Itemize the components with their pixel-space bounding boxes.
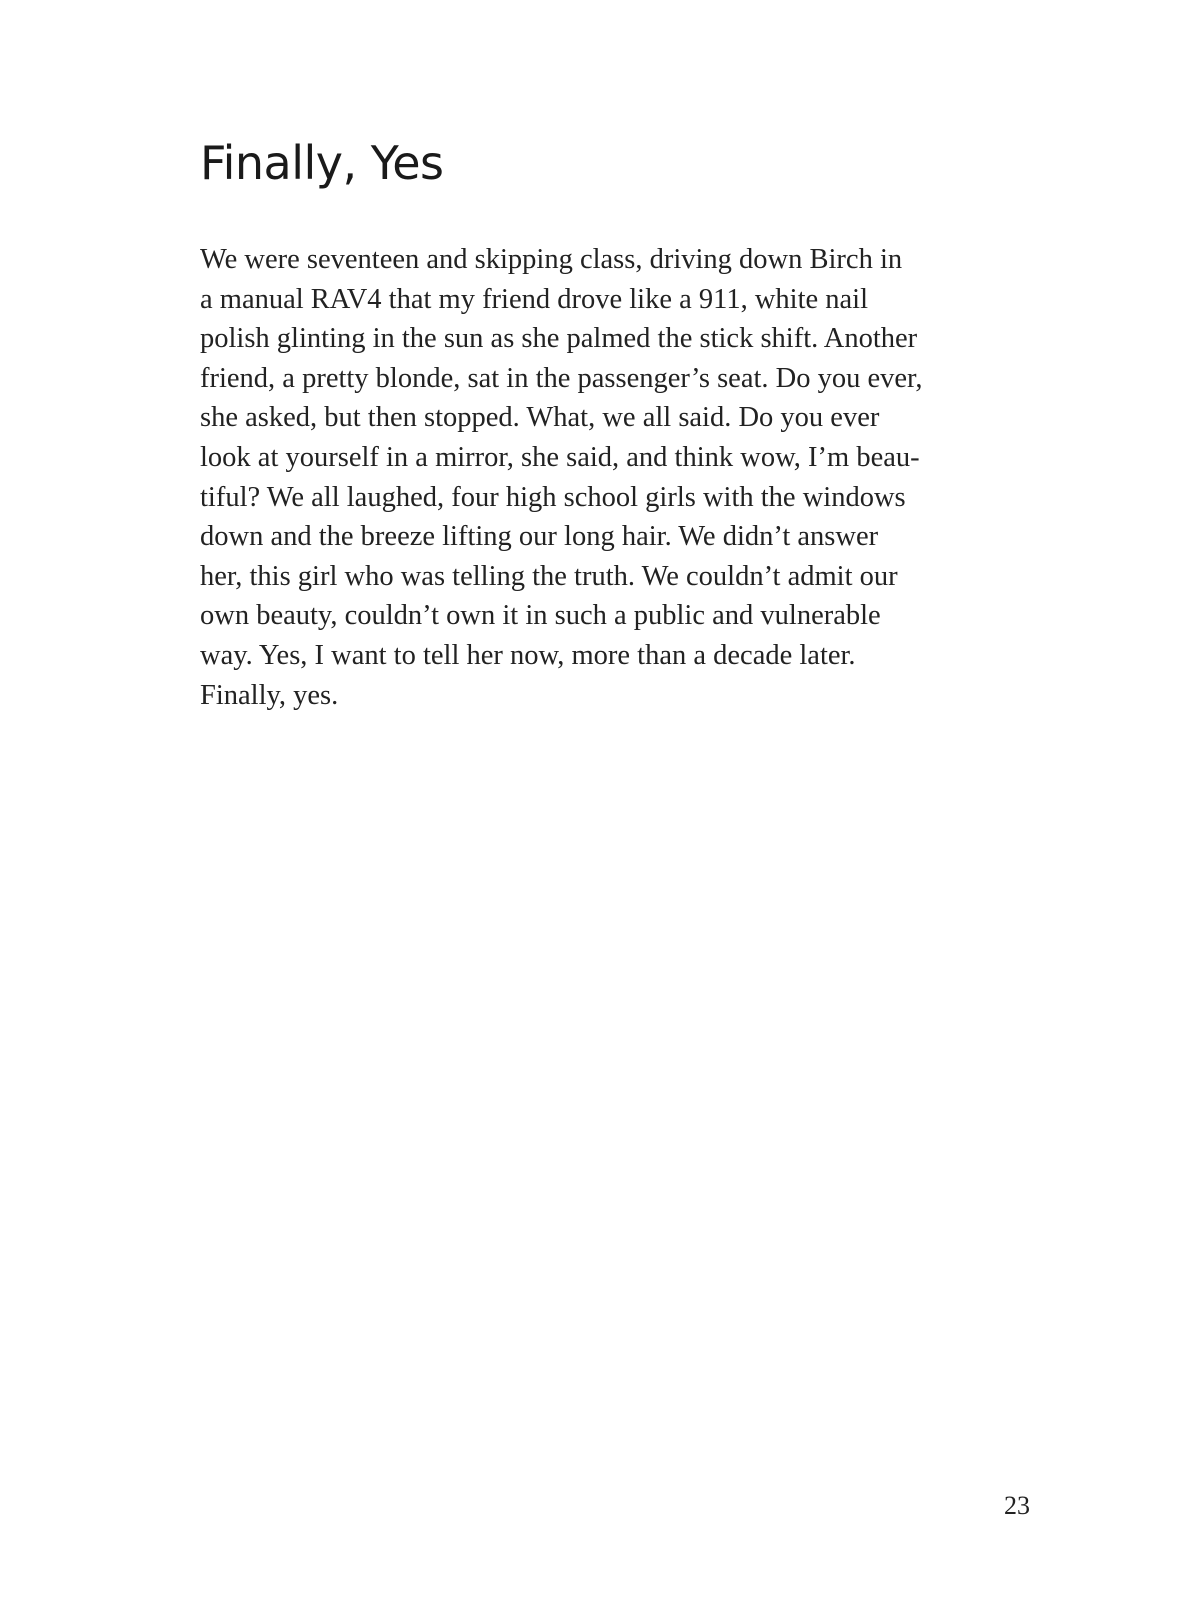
page-number: 23 <box>1004 1491 1030 1520</box>
body-line: a manual RAV4 that my friend drove like a 911, white nail <box>200 283 869 315</box>
page-title: Finally, Yes <box>200 136 444 190</box>
body-paragraph <box>200 240 1060 715</box>
body-line: down and the breeze lifting our long hair. We didn’t answer <box>200 521 879 553</box>
body-line: friend, a pretty blonde, sat in the passenger’s seat. Do you ever, <box>200 362 923 394</box>
body-line: way. Yes, I want to tell her now, more than a decade later. <box>200 639 856 671</box>
body-line: her, this girl who was telling the truth. We couldn’t admit our <box>200 560 898 592</box>
body-line: own beauty, couldn’t own it in such a public and vulnerable <box>200 600 881 632</box>
body-line: Finally, yes. <box>200 679 339 711</box>
body-line: polish glinting in the sun as she palmed the stick shift. Another <box>200 323 918 355</box>
body-line: We were seventeen and skipping class, driving down Birch in <box>200 244 903 275</box>
body-line: tiful? We all laughed, four high school girls with the windows <box>200 481 906 513</box>
body-line: look at yourself in a mirror, she said, and think wow, I’m beau- <box>200 441 920 473</box>
body-line: she asked, but then stopped. What, we all said. Do you ever <box>200 402 880 434</box>
